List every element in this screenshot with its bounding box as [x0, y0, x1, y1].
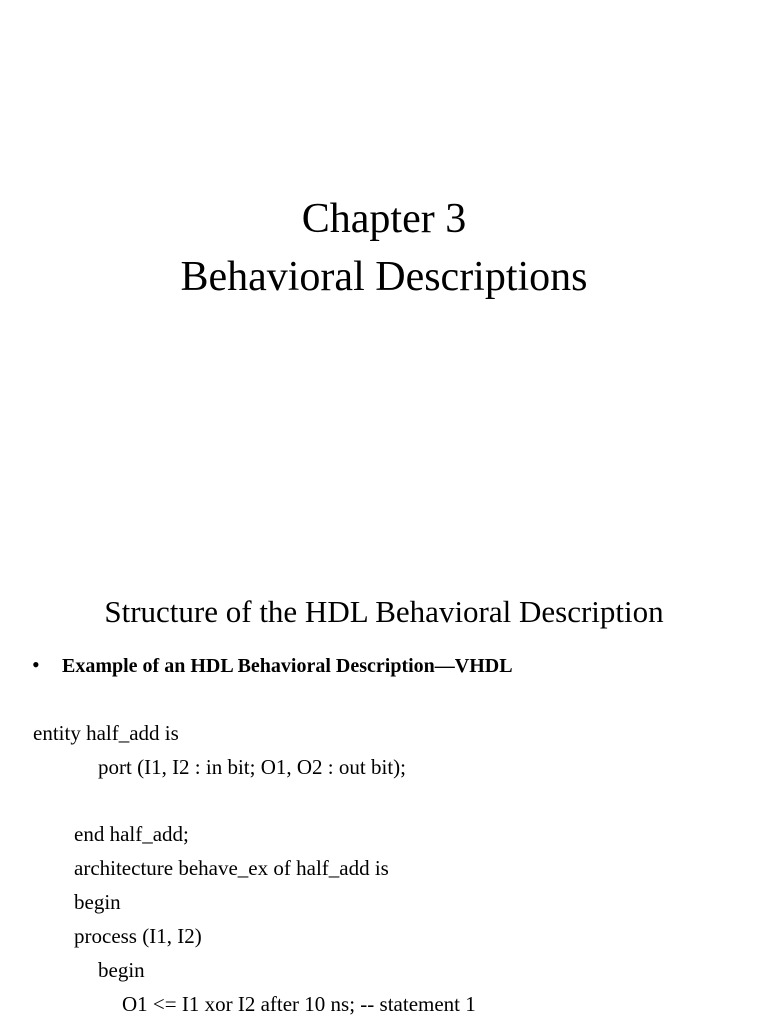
code-line-statement-1: O1 <= I1 xor I2 after 10 ns; -- statement 1 [122, 992, 476, 1016]
code-line-process-begin: begin [98, 958, 145, 982]
code-line-end-entity: end half_add; [74, 822, 189, 846]
slide-heading: Structure of the HDL Behavioral Description [104, 594, 664, 629]
code-line-begin: begin [74, 890, 121, 914]
bullet-text: Example of an HDL Behavioral Description—VHDL [62, 655, 513, 677]
content-slide [0, 576, 768, 1024]
code-line-process: process (I1, I2) [74, 924, 202, 948]
chapter-name: Behavioral Descriptions [180, 254, 588, 300]
code-block [0, 576, 768, 1024]
code-line-entity: entity half_add is [33, 721, 179, 745]
chapter-number: Chapter 3 [301, 196, 467, 242]
code-line-port: port (I1, I2 : in bit; O1, O2 : out bit); [98, 755, 406, 779]
bullet-dot-icon: • [32, 652, 40, 677]
code-line-architecture: architecture behave_ex of half_add is [74, 856, 389, 880]
chapter-title [0, 190, 768, 306]
